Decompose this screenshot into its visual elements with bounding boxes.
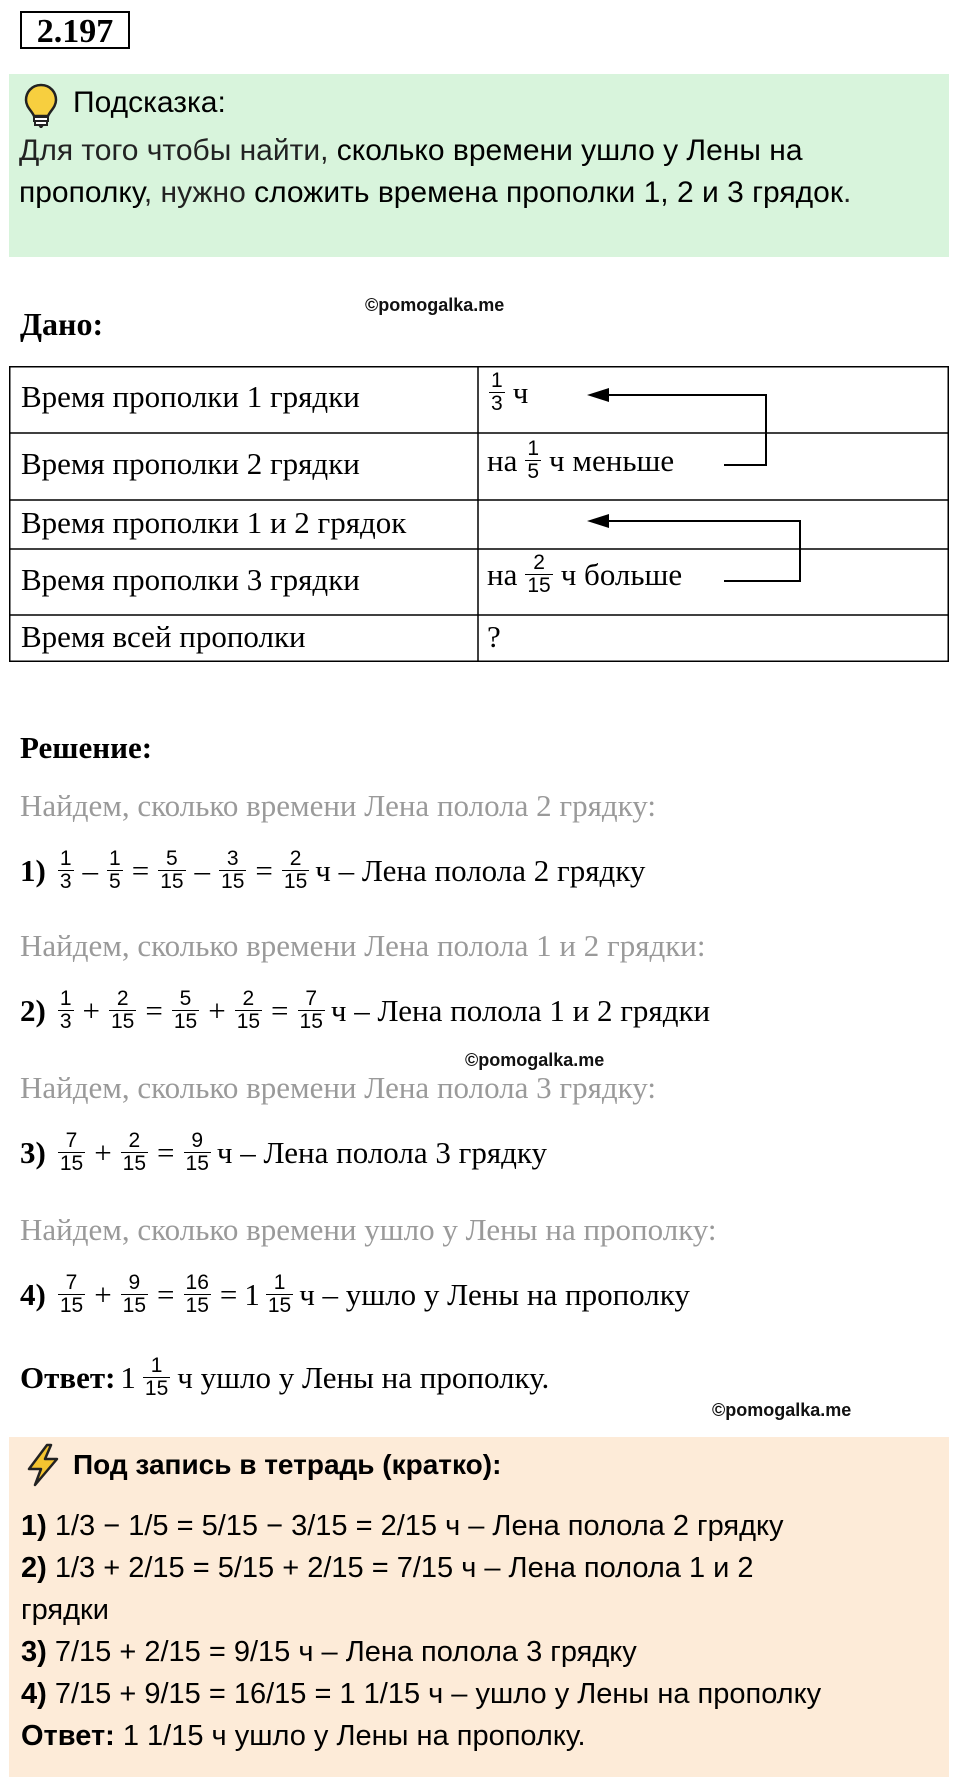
notebook-title: Под запись в тетрадь (кратко): [73,1449,502,1480]
notebook-line: грядки [21,1594,109,1626]
hint-text-part: . [842,176,852,209]
watermark: ©pomogalka.me [465,1050,605,1070]
hint-box [9,74,949,257]
hint-text [19,130,939,214]
fraction: $\frac{1}{3}$ [491,369,503,415]
arrow-head [587,514,609,528]
notebook-box [9,1437,949,1777]
solution-hint: Найдем, сколько времени Лена полола 1 и 2 грядки: [20,928,706,963]
solution-step: 1) $\frac{1}{3}$ – $\frac{1}{5}$ = $\frac{5}{15}$ – $\frac{3}{15}$ = $\frac{2}{15}$ ч – Лена полола 2 грядку [20,847,646,893]
hint-title: Подсказка: [73,86,226,119]
solution-hint: Найдем, сколько времени Лена полола 3 грядку: [20,1070,656,1105]
lightning-icon [23,1443,63,1487]
hint-text-emphasis: сколько времени ушло у Лены на прополку [19,134,803,209]
given-row-label: Время прополки 1 грядки [21,379,360,414]
watermark: ©pomogalka.me [712,1400,852,1420]
answer-label: Ответ: [20,1359,116,1395]
solution-hint: Найдем, сколько времени ушло у Лены на прополку: [20,1212,717,1247]
solution-step: 3) $\frac{7}{15}$ + $\frac{2}{15}$ = $\frac{9}{15}$ ч – Лена полола 3 грядку [20,1129,547,1175]
arrow-head [587,388,609,402]
solution-hint: Найдем, сколько времени Лена полола 2 грядку: [20,788,656,823]
given-label: Дано: [20,306,104,342]
hint-text-part: Для того чтобы найти, [19,134,337,167]
notebook-line: 2) 1/3 + 2/15 = 5/15 + 2/15 = 7/15 ч – Лена полола 1 и 2 [21,1552,754,1584]
given-row-label: Время всей прополки [21,619,306,654]
task-number: 2.197 [20,11,130,49]
notebook-line: 1) 1/3 − 1/5 = 5/15 − 3/15 = 2/15 ч – Лена полола 2 грядку [21,1510,784,1542]
fraction: $\frac{1}{5}$ [527,437,540,483]
hint-text-part: , нужно [143,176,255,209]
given-row-value: на $\frac{2}{15}$ ч больше [487,551,683,597]
given-row-label: Время прополки 1 и 2 грядок [21,505,407,540]
solution-step: 2) $\frac{1}{3}$ + $\frac{2}{15}$ = $\frac{5}{15}$ + $\frac{2}{15}$ = $\frac{7}{15}$ ч – Лена полола 1 и 2 грядки [20,987,711,1033]
watermark: ©pomogalka.me [365,295,505,315]
given-row-value: на $\frac{1}{5}$ ч меньше [487,437,675,483]
notebook-line: 3) 7/15 + 2/15 = 9/15 ч – Лена полола 3 грядку [21,1636,637,1668]
answer-line: Ответ: 1 $\frac{1}{15}$ ч ушло у Лены на прополку. [20,1354,550,1400]
hint-text-emphasis: сложить времена прополки 1, 2 и 3 грядок [254,176,843,209]
notebook-line: Ответ: 1 1/15 ч ушло у Лены на прополку. [21,1720,586,1752]
given-table [9,366,949,662]
given-row-label: Время прополки 3 грядки [21,562,360,597]
given-row-value: ? [487,619,501,654]
fraction: $\frac{2}{15}$ [527,551,551,597]
solution-step: 4) $\frac{7}{15}$ + $\frac{9}{15}$ = $\frac{16}{15}$ = 1 $\frac{1}{15}$ ч – ушло у Лены на прополку [20,1271,690,1317]
given-row-label: Время прополки 2 грядки [21,446,360,481]
lightbulb-icon [23,82,59,130]
notebook-line: 4) 7/15 + 9/15 = 16/15 = 1 1/15 ч – ушло у Лены на прополку [21,1678,822,1710]
solution-label: Решение: [20,730,153,765]
given-row-value: $\frac{1}{3}$ ч [491,369,529,415]
